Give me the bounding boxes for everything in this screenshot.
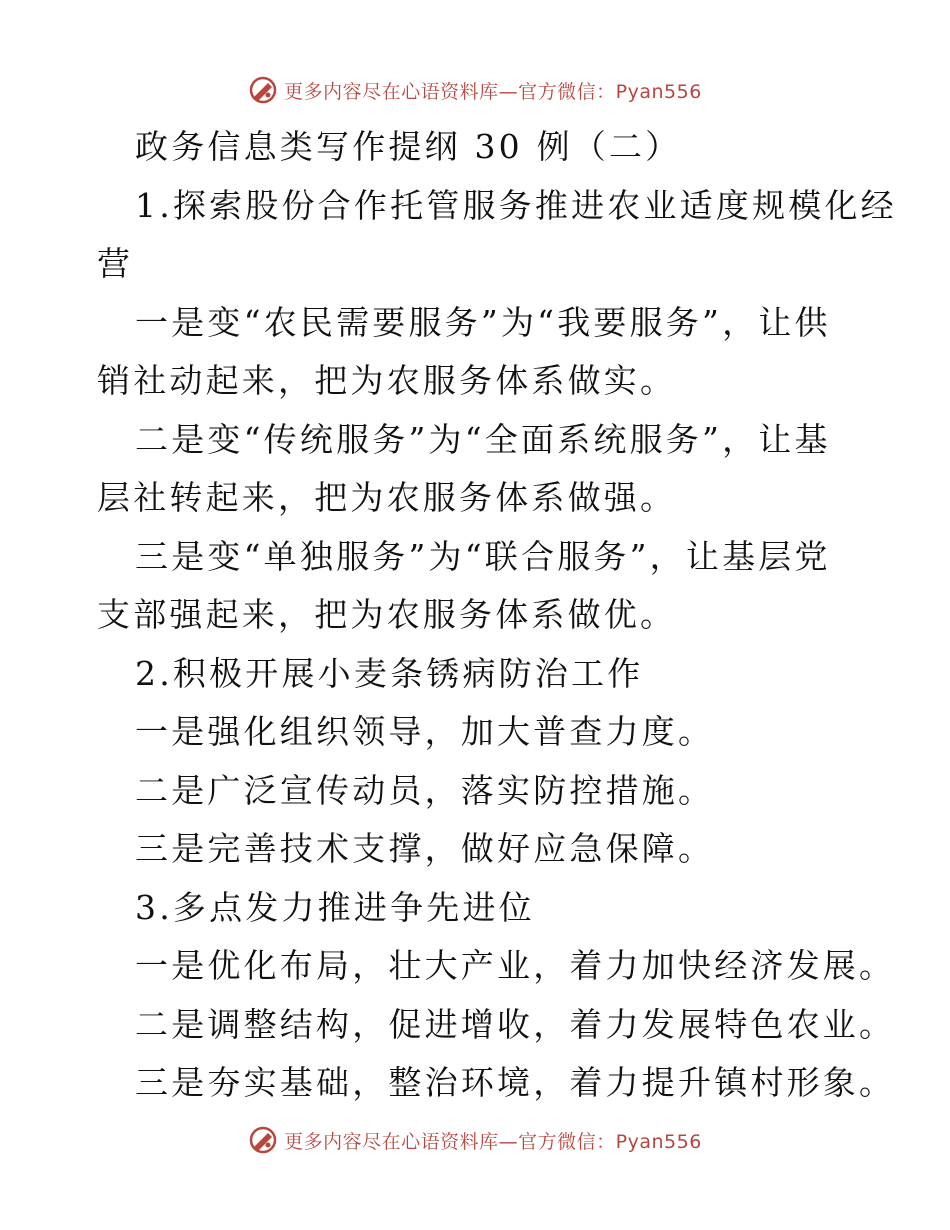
text-line: 支部强起来，把为农服务体系做优。 (97, 595, 677, 634)
text-line: 一是优化布局，壮大产业，着力加快经济发展。 (135, 946, 896, 985)
text-line: 三是完善技术支撑，做好应急保障。 (135, 829, 715, 868)
text-line: 1.探索股份合作托管服务推进农业适度规模化经 (135, 185, 897, 225)
footer-watermark-banner (0, 1120, 950, 1160)
text-line: 二是变“传统服务”为“全面系统服务”，让基 (135, 419, 831, 459)
red-pen-icon (248, 75, 278, 105)
document-title: 政务信息类写作提纲 30 例（二） (135, 127, 682, 166)
text-line: 一是变“农民需要服务”为“我要服务”，让供 (135, 302, 831, 342)
text-line: 销社动起来，把为农服务体系做实。 (97, 361, 677, 400)
header-watermark-banner (0, 70, 950, 110)
document-body (97, 118, 897, 1113)
text-line: 营 (97, 244, 134, 283)
text-line: 层社转起来，把为农服务体系做强。 (97, 478, 677, 517)
text-line: 二是调整结构，促进增收，着力发展特色农业。 (135, 1004, 896, 1044)
text-line: 2.积极开展小麦条锈病防治工作 (135, 653, 644, 693)
text-line: 三是变“单独服务”为“联合服务”，让基层党 (135, 536, 831, 576)
watermark-text: 更多内容尽在心语资料库—官方微信：Pyan556 (284, 80, 702, 103)
text-line: 3.多点发力推进争先进位 (135, 887, 535, 927)
text-line: 二是广泛宣传动员，落实防控措施。 (135, 770, 715, 810)
text-line: 三是夯实基础，整治环境，着力提升镇村形象。 (135, 1063, 896, 1102)
red-pen-icon (248, 1125, 278, 1155)
watermark-text: 更多内容尽在心语资料库—官方微信：Pyan556 (284, 1130, 702, 1153)
text-line: 一是强化组织领导，加大普查力度。 (135, 712, 715, 751)
